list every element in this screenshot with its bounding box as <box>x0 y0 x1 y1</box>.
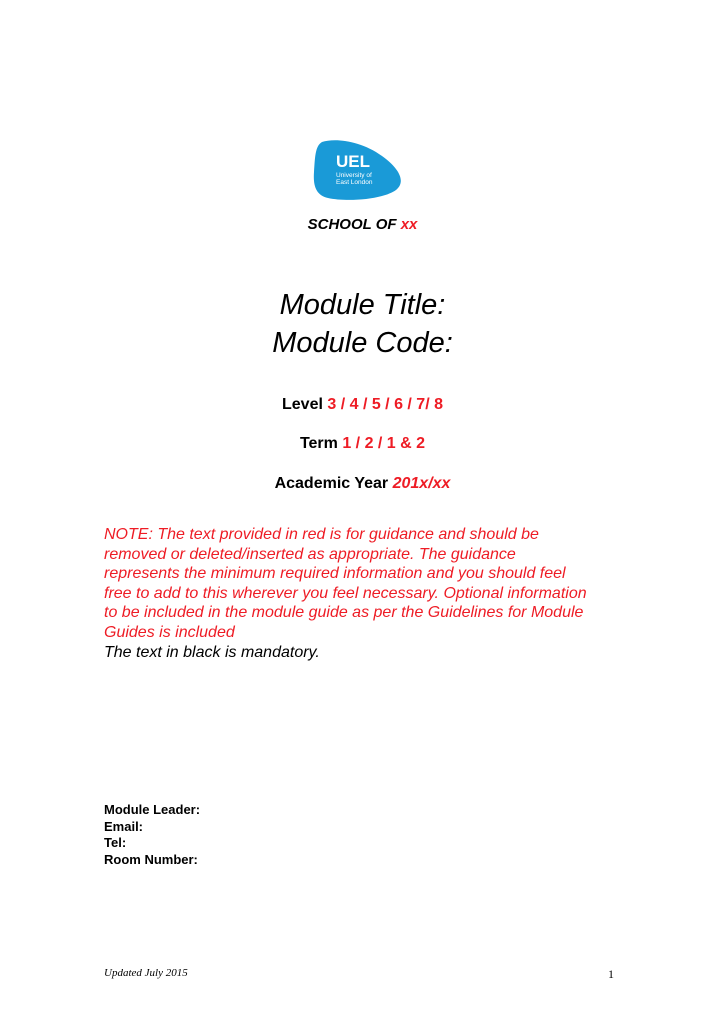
email-label: Email: <box>104 818 144 834</box>
academic-year-line <box>0 475 725 493</box>
logo-acronym: UEL <box>336 152 370 171</box>
term-line <box>0 435 725 453</box>
uel-logo <box>312 138 406 202</box>
school-heading <box>0 216 725 233</box>
term-label: Term <box>299 435 343 452</box>
logo-line-2: East London <box>336 179 373 186</box>
uel-logo-graphic <box>312 138 406 202</box>
level-value: 3 / 4 / 5 / 6 / 7/ 8 <box>327 396 443 413</box>
school-placeholder: xx <box>400 216 418 233</box>
level-label: Level <box>282 396 328 413</box>
tel-label: Tel: <box>104 835 127 850</box>
module-title-block <box>0 286 725 362</box>
module-code: Module Code: <box>272 327 453 359</box>
contact-block <box>104 802 200 868</box>
level-line <box>0 396 725 414</box>
room-number-label: Room Number: <box>104 851 198 867</box>
school-prefix: SCHOOL OF <box>307 216 401 233</box>
module-leader-label: Module Leader: <box>104 802 201 817</box>
page-number: 1 <box>608 967 614 981</box>
academic-year-value: 201x/xx <box>392 475 451 492</box>
term-value: 1 / 2 / 1 & 2 <box>342 435 426 452</box>
module-title: Module Title: <box>279 289 446 321</box>
mandatory-text: The text in black is mandatory. <box>104 643 320 661</box>
footer-updated: Updated July 2015 <box>104 967 188 979</box>
guidance-note <box>104 525 594 662</box>
logo-line-1: University of <box>336 172 372 179</box>
academic-year-label: Academic Year <box>274 475 393 492</box>
guidance-text: NOTE: The text provided in red is for guidance and should be removed or deleted/inserted as appropriate. The guidance represents the minimum required information and you should feel free to add to this wherever you feel necessary. Optional information to be included in the module guide as per the Guidelines for Module Guides is included <box>104 526 587 641</box>
